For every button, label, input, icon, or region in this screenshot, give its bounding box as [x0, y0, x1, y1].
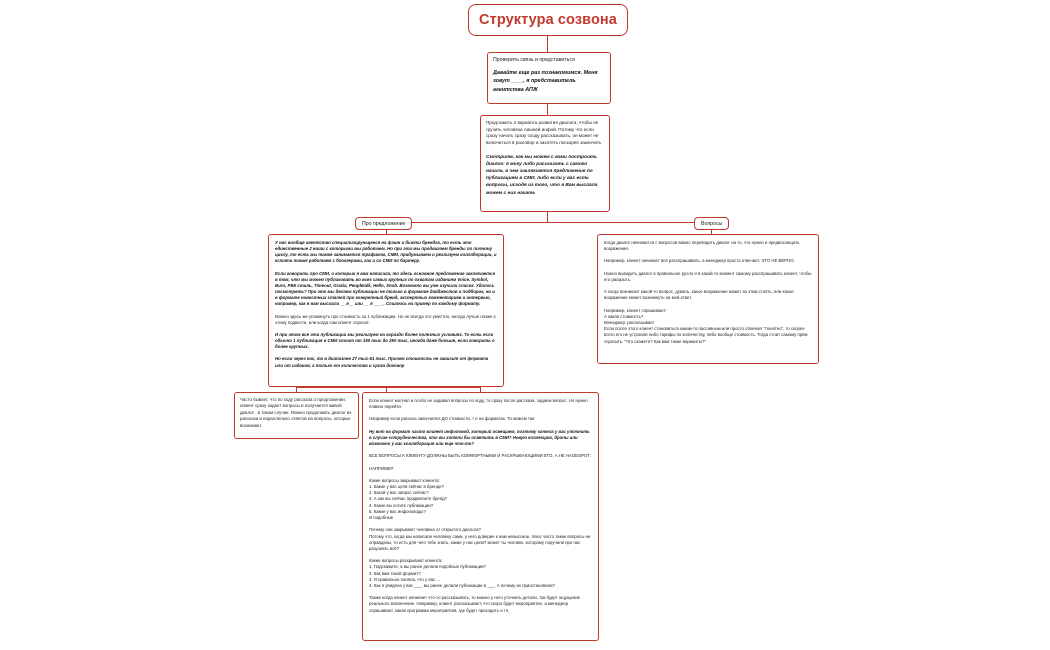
list-item: 1. Какие у вас цели сейчас в бренде?: [369, 483, 444, 489]
questions-paragraph-4: А когда возникает какой-то вопрос, думать, какое возражение может за этим стоять, или какое возражение может возникнуть на мой ответ.: [604, 289, 794, 301]
intro-heading: Проверить связь и представиться: [493, 57, 575, 63]
why-closing-question: Почему они закрывают человека от открытого диалога?: [369, 527, 481, 533]
note-text: Часто бывает, что по ходу рассказа о предложении, клиент сразу задает вопросы и получается живой диалог , в таком случае. Можно продолжать диалог из рассказа и параллельно ответов на вопросы, которые возникают.: [240, 397, 352, 428]
branch-label-offer[interactable]: [355, 217, 412, 230]
live-dialog-note-node: [234, 392, 359, 439]
list-item: 1. Подскажите, а вы ранее делали подобные публикации?: [369, 564, 486, 570]
options-script: Смотрите, как мы можем с вами построить диалог: я могу либо рассказать с самого начала, в чем заключается предложение по публикациям в СМИ, либо если у вас есть вопросы, исходя из того, что я Вам выслала можем с них начать: [486, 154, 598, 196]
connector-title-to-intro: [547, 36, 548, 52]
questions-content-node: [597, 234, 819, 364]
detail-final-paragraph: Также когда клиент начинает что-то рассказывать, то можно у него уточнить детали, так будет ощущение реального вовлечение. Например, клиент рассказывает, что скоро будет мероприятие, а менеджер спрашивает, какая программа мероприятия, где будет проходить и тп.: [369, 595, 580, 613]
connector-intro-to-options: [547, 104, 548, 115]
detail-paragraph-2: Например если рассказ закончился ДО стоимости, т е на форматах. То можем так:: [369, 416, 536, 422]
offer-paragraph-3: Можно здесь же упомянуть про стоимость за 1 публикацию. Но не всегда это уместно, иногда лучше позже к этому подвести, или когда сам клиент спросит.: [275, 313, 496, 325]
detail-paragraph-1: Если клиент молчал и особо не задавал вопросы по ходу, то сразу после рассказа, задаем вопрос. Но нужно плавно перейти.: [369, 398, 588, 410]
offer-content-node: [268, 234, 504, 387]
options-note: Предложить 2 варианта развития диалога, чтобы не грузить человека лишней инфой. Потому что если сразу начать сразу сходу рассказывать, он может не включиться в разговор и захотеть поскорее закончить: [486, 120, 602, 145]
list-item: 2. Какой у вас запрос сейчас?: [369, 490, 429, 496]
list-item: 2. Как вам такой формат?: [369, 570, 421, 576]
detail-content-node: [362, 392, 599, 641]
intro-step-node: [487, 52, 611, 104]
open-questions-list: [369, 564, 592, 589]
open-questions-heading: Какие вопросы раскрывают клиента:: [369, 558, 443, 564]
connector-bottom-horizontal: [296, 387, 481, 388]
dialog-options-node: [480, 115, 610, 212]
closing-questions-heading: Какие вопросы закрывают клиента:: [369, 477, 440, 483]
offer-paragraph-1: У нас вообще агентство специализирующееся на фэшн и бьюти брендах, то есть это единственные 2 ниши с которыми мы работаем. Но при это мы продвигаем бренды по полному циклу, то есть мы также занимается трафиком, СММ, придумываем и реализуем коллаборации, и кстати также работаем с блоггерами, как и со СМИ по бартеру.: [275, 240, 497, 264]
offer-paragraph-4: И при этом все эти публикации мы реализуем на гораздо более полезных условиях. То есть если обычно 1 публикация в СМИ стоит от 150 тыс до 250 тыс, иногда даже больше, если говорить о более крупных.: [275, 331, 495, 350]
questions-paragraph-6: А какая стоимость?: [604, 313, 644, 319]
branch-label-questions-text: Вопросы: [701, 220, 723, 227]
questions-paragraph-8: Если после этого клиент становиться каким-то пассивным или просто отвечает "понятно", то скорее всего его не устроили либо тарифы по количеству, либо вообще стоимость. Тогда стоит самому прям спросить. "Что скажете? Как вам такие варианты?": [604, 326, 808, 344]
detail-rule: ВСЕ ВОПРОСЫ К КЛИЕНТУ ДОЛЖНЫ БЫТЬ КОМФОРТНЫМИ И РАСКРЫВАЮЩИМИ ЕГО, А НЕ НАОБОРОТ.: [369, 453, 591, 459]
questions-paragraph-3: Нужно выводить диалог в правильное русло и в какой-то момент самому расспрашивать клиент, чтобы его раскрыть.: [604, 270, 812, 282]
why-closing-answer: Потому что, когда мы написали человеку сами, у него доверие к нам невысокое, плюс часто такие вопросы не оправданы, то есть для чего тебе знать, какие у нас цели? может ты человек, которому поручили про нас разузнать всё?: [369, 533, 591, 551]
offer-paragraph-5: Но если через нас, то в диапазоне 27 тыс-51 тыс. Причем стоимость не зависит от формата или от издания, а только от количества и срока договор: [275, 356, 489, 368]
list-item: 3. А как вы сейчас продвигаете бренд?: [369, 496, 448, 502]
list-item: 4. Какие вы хотите публикации?: [369, 502, 434, 508]
questions-paragraph-5: Например, клиент спрашивает:: [604, 307, 667, 313]
questions-paragraph-7: Менеджер: рассказывает: [604, 319, 655, 325]
connector-split-horizontal: [386, 222, 711, 223]
detail-example-label: НАПРИМЕР:: [369, 465, 395, 471]
questions-paragraph-2: Например, клиент начинает всё расспрашивать, а менеджер просто отвечает, ЭТО НЕ ВЕРНО.: [604, 258, 795, 264]
list-item: 5. Какие у вас инфоповоды?: [369, 508, 426, 514]
page-title: Структура созвона: [479, 12, 617, 28]
offer-paragraph-2: Если говорить про СМИ, о которых я вам написала, то здесь основное предложение заключается в том, что мы можем публиковать во всех самых крупных по охватам изданиям Voice, Symbol, Buro, РБК стиль, Timeout, Grazia, Peopletalk, Hello, Snob. Возможно вы уже изучили список. Удалось посмотреть? При это мы делаем публикации не только в формате дайджестов и подборок, но и в формате новостных статей про конкретный бренд, экспертных комментариев и интервью, например, как я вам выслала __ я__ или __ я ____. Сошлюсь на пример по каждому формату.: [275, 270, 495, 307]
detail-script: Ну вот на формат часто влияет инфоповод, который освещаем, поэтому хотела у вас уточнить в случае сотрудничества, что вы хотели бы осветить в СМИ? Новую коллекцию, дропы или возможно у вас коллаборация или еще что-то?: [369, 428, 590, 447]
closing-questions-list: [369, 484, 592, 521]
intro-script: Давайте еще раз познакомимся. Меня зовут ____, я представитель агентства АПЖ: [493, 69, 598, 93]
branch-label-questions[interactable]: [694, 217, 729, 230]
list-item: 3. Я правильно поняла, что у вас ...: [369, 576, 440, 582]
branch-label-offer-text: Про предложение: [362, 220, 406, 227]
questions-paragraph-1: Когда диалог начинается с вопросов важно переводить диалог на то, что нужно и предвосхищать возражения.: [604, 240, 800, 252]
list-item: И подобные: [369, 515, 394, 521]
list-item: 4. Как я увидела у вас ___, вы ранее делали публикации в ___. А почему их приостановили?: [369, 583, 555, 589]
diagram-title-node: [468, 4, 628, 36]
